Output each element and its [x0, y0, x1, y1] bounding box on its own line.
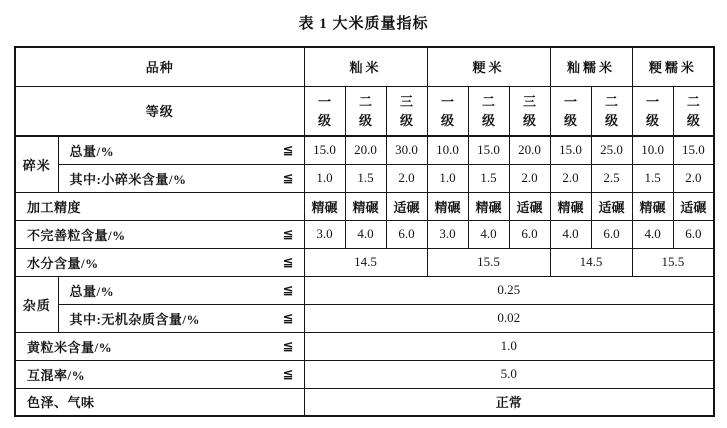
table-title: 表 1 大米质量指标	[298, 16, 429, 32]
value-cell: 适碾	[591, 192, 632, 220]
value-cell: 4.0	[550, 220, 591, 248]
value-cell: 精碾	[550, 192, 591, 220]
grade-cell: 一 级	[550, 86, 591, 136]
value-cell: 精碾	[468, 192, 509, 220]
value-cell: 15.0	[550, 136, 591, 164]
grade-cell: 一 级	[427, 86, 468, 136]
le-symbol: ≦	[282, 366, 294, 382]
row-imperfect-kernels	[15, 220, 714, 248]
yellow-kernels-label-cell: 黄粒米含量/% ≦	[15, 332, 304, 360]
value-cell: 30.0	[386, 136, 427, 164]
value-cell: 0.25	[304, 276, 714, 304]
value-cell: 5.0	[304, 360, 714, 388]
row-moisture	[15, 248, 714, 276]
broken-rice-total-label-cell: 总量/% ≦	[58, 136, 304, 164]
broken-rice-small-label-cell: 其中:小碎米含量/% ≦	[58, 164, 304, 192]
variety-japonica: 粳米	[427, 47, 550, 86]
grade-cell: 二 级	[468, 86, 509, 136]
value-cell: 1.5	[345, 164, 386, 192]
value-cell: 6.0	[386, 220, 427, 248]
value-cell: 1.0	[304, 332, 714, 360]
grade-cell: 二 级	[591, 86, 632, 136]
value-cell: 适碾	[386, 192, 427, 220]
color-odor-label-cell: 色泽、气味	[15, 388, 304, 416]
value-cell: 25.0	[591, 136, 632, 164]
value-cell: 精碾	[632, 192, 673, 220]
mixing-rate-label-cell: 互混率/% ≦	[15, 360, 304, 388]
impurity-group-label: 杂质	[15, 276, 58, 332]
imperfect-kernels-label-cell: 不完善粒含量/% ≦	[15, 220, 304, 248]
row-variety-header	[15, 47, 714, 86]
value-cell: 正常	[304, 388, 714, 416]
row-milling-degree	[15, 192, 714, 220]
le-symbol: ≦	[282, 254, 294, 270]
le-symbol: ≦	[282, 338, 294, 354]
moisture-label-cell: 水分含量/% ≦	[15, 248, 304, 276]
grade-cell: 三 级	[386, 86, 427, 136]
value-cell: 4.0	[468, 220, 509, 248]
value-cell: 1.0	[427, 164, 468, 192]
value-cell: 15.0	[673, 136, 714, 164]
le-symbol: ≦	[282, 142, 294, 158]
value-cell: 3.0	[427, 220, 468, 248]
value-cell: 20.0	[345, 136, 386, 164]
le-symbol: ≦	[282, 310, 294, 326]
value-cell: 6.0	[673, 220, 714, 248]
value-cell: 精碾	[304, 192, 345, 220]
row-broken-rice-small	[15, 164, 714, 192]
value-cell: 4.0	[632, 220, 673, 248]
variety-indica-glutinous: 籼糯米	[550, 47, 632, 86]
value-cell: 15.0	[304, 136, 345, 164]
value-cell: 2.0	[509, 164, 550, 192]
value-cell: 2.0	[386, 164, 427, 192]
value-cell: 15.5	[632, 248, 714, 276]
variety-japonica-glutinous: 粳糯米	[632, 47, 714, 86]
value-cell: 2.0	[550, 164, 591, 192]
value-cell: 4.0	[345, 220, 386, 248]
value-cell: 10.0	[632, 136, 673, 164]
value-cell: 1.0	[304, 164, 345, 192]
value-cell: 6.0	[509, 220, 550, 248]
grade-cell: 一 级	[304, 86, 345, 136]
impurity-total-label-cell: 总量/% ≦	[58, 276, 304, 304]
value-cell: 精碾	[427, 192, 468, 220]
value-cell: 15.0	[468, 136, 509, 164]
value-cell: 精碾	[345, 192, 386, 220]
variety-header-label: 品种	[15, 47, 304, 86]
variety-indica: 籼米	[304, 47, 427, 86]
value-cell: 3.0	[304, 220, 345, 248]
rice-quality-table	[14, 46, 715, 417]
value-cell: 0.02	[304, 304, 714, 332]
value-cell: 适碾	[673, 192, 714, 220]
impurity-inorganic-label-cell: 其中:无机杂质含量/% ≦	[58, 304, 304, 332]
grade-cell: 二 级	[345, 86, 386, 136]
value-cell: 10.0	[427, 136, 468, 164]
value-cell: 1.5	[632, 164, 673, 192]
grade-cell: 二 级	[673, 86, 714, 136]
row-grade-header	[15, 86, 714, 136]
broken-rice-group-label: 碎米	[15, 136, 58, 192]
row-mixing-rate	[15, 360, 714, 388]
value-cell: 适碾	[509, 192, 550, 220]
value-cell: 2.5	[591, 164, 632, 192]
value-cell: 2.0	[673, 164, 714, 192]
grade-cell: 三 级	[509, 86, 550, 136]
value-cell: 14.5	[304, 248, 427, 276]
row-impurity-inorganic	[15, 304, 714, 332]
value-cell: 20.0	[509, 136, 550, 164]
row-yellow-kernels	[15, 332, 714, 360]
row-broken-rice-total	[15, 136, 714, 164]
le-symbol: ≦	[282, 282, 294, 298]
le-symbol: ≦	[282, 226, 294, 242]
grade-cell: 一 级	[632, 86, 673, 136]
value-cell: 6.0	[591, 220, 632, 248]
le-symbol: ≦	[282, 170, 294, 186]
row-color-odor	[15, 388, 714, 416]
value-cell: 1.5	[468, 164, 509, 192]
value-cell: 15.5	[427, 248, 550, 276]
row-impurity-total	[15, 276, 714, 304]
milling-degree-label-cell: 加工精度	[15, 192, 304, 220]
grade-header-label: 等级	[15, 86, 304, 136]
value-cell: 14.5	[550, 248, 632, 276]
